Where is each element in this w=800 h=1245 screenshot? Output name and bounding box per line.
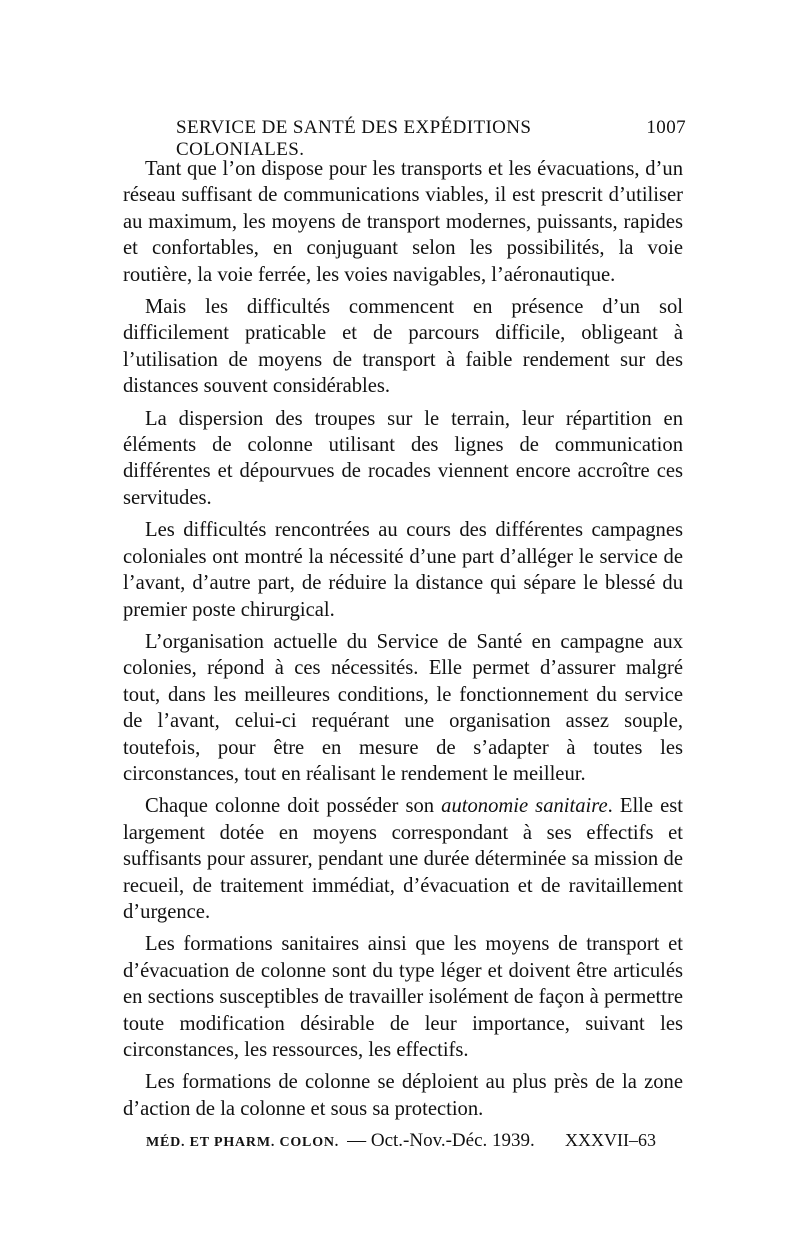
page-number: 1007 xyxy=(646,117,686,138)
running-title: SERVICE DE SANTÉ DES EXPÉDITIONS COLONIALES. xyxy=(176,117,532,160)
issue-date: — Oct.-Nov.-Déc. 1939. xyxy=(347,1130,535,1151)
signature-mark: XXXVII–63 xyxy=(565,1130,656,1150)
journal-name: MÉD. ET PHARM. COLON. xyxy=(146,1135,340,1150)
paragraph: Les difficultés rencontrées au cours des différentes campagnes coloniales ont montré la nécessité d’une part d’alléger le service de l’avant, d’autre part, de réduire la distance qui sépare le blessé du premier poste chirurgical. xyxy=(123,519,683,621)
paragraph: Mais les difficultés commencent en présence d’un sol difficilement praticable et de parcours difficile, obligeant à l’utilisation de moyens de transport à faible rendement sur des distances souvent considérables. xyxy=(123,296,683,398)
emphasis-text: autonomie sanitaire xyxy=(441,795,608,818)
paragraph xyxy=(123,793,683,925)
running-header xyxy=(176,117,686,161)
paragraph: Tant que l’on dispose pour les transports et les évacuations, d’un réseau suffisant de communications viables, il est prescrit d’utiliser au maximum, les moyens de transport modernes, puissants, rapides et confortables, en conjuguant selon les possibilités, la voie routière, la voie ferrée, les voies navigables, l’aéronautique. xyxy=(123,158,683,286)
paragraph: La dispersion des troupes sur le terrain, leur répartition en éléments de colonne utilisant des lignes de communication différentes et dépourvues de rocades viennent encore accroître ces servitudes. xyxy=(123,407,683,509)
paragraph-text: . Elle est largement dotée en moyens correspondant à ses effectifs et suffisants pour assurer, pendant une durée déterminée sa mission de recueil, de traitement immédiat, d’évacuation et de ravitaillement d’urgence. xyxy=(123,795,683,923)
paragraph: L’organisation actuelle du Service de Santé en campagne aux colonies, répond à ces nécessités. Elle permet d’assurer malgré tout, dans les meilleures conditions, le fonctionnement du service de l’avant, celui-ci requérant une organisation assez souple, toutefois, pour être en mesure de s’adapter à toutes les circonstances, tout en réalisant le rendement le meilleur. xyxy=(123,630,683,785)
paragraph: Les formations sanitaires ainsi que les moyens de transport et d’évacuation de colonne sont du type léger et doivent être articulés en sections susceptibles de travailler isolément de façon à permettre toute modification désirable de leur importance, suivant les circonstances, les ressources, les effectifs. xyxy=(123,933,683,1061)
paragraph-text: Chaque colonne doit posséder son xyxy=(145,795,442,818)
body-text xyxy=(123,156,683,1122)
paragraph: Les formations de colonne se déploient au plus près de la zone d’action de la colonne et sous sa protection. xyxy=(123,1071,683,1120)
footer-citation xyxy=(146,1130,535,1152)
page-footer xyxy=(146,1130,656,1152)
